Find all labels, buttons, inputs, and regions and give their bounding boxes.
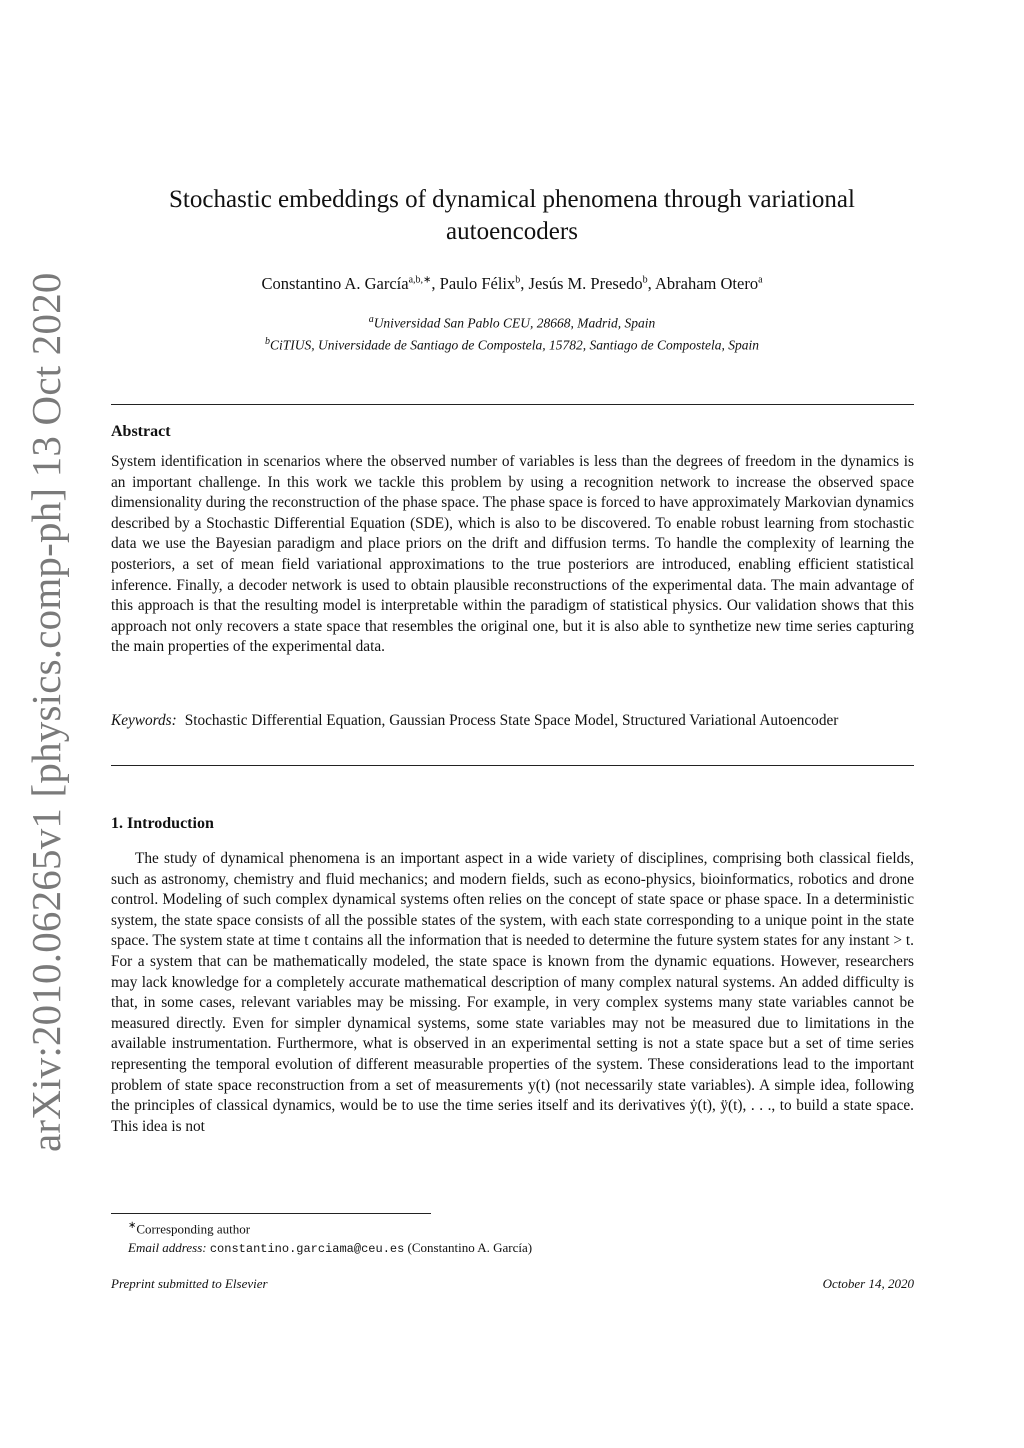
author-name[interactable]: Abraham Otero	[655, 274, 759, 293]
affiliation-a	[110, 311, 914, 333]
author-affiliation-mark: a	[758, 274, 763, 286]
affiliation-list	[110, 311, 914, 354]
footnote-mark: ∗	[128, 1220, 137, 1231]
keywords-text: Stochastic Differential Equation, Gaussian Process State Space Model, Structured Variational Autoencoder	[184, 712, 839, 729]
corresponding-author-label: Corresponding author	[136, 1221, 251, 1237]
affiliation-mark: a	[368, 314, 374, 325]
abstract-top-rule	[111, 404, 914, 405]
abstract-body: System identification in scenarios where the observed number of variables is less than the degrees of freedom in the dynamics is an important challenge. In this work we tackle this problem by using a recognition network to increase the observed space dimensionality during the reconstruction of the phase space. The phase space is forced to have approximately Markovian dynamics described by a Stochastic Differential Equation (SDE), which is also to be discovered. To enable robust learning from stochastic data we use the Bayesian paradigm and place priors on the drift and diffusion terms. To handle the complexity of learning the posteriors, a set of mean field variational approximations to the true posteriors are introduced, enabling efficient statistical inference. Finally, a decoder network is used to obtain plausible reconstructions of the experimental data. The main advantage of this approach is that the resulting model is interpretable within the paradigm of statistical physics. Our validation shows that this approach not only recovers a state space that resembles the original one, but it is also able to synthetize new time series capturing the main properties of the experimental data.	[111, 453, 914, 656]
corresponding-author-note	[128, 1216, 532, 1238]
abstract-bottom-rule	[111, 765, 914, 766]
author-separator: ,	[520, 274, 529, 293]
abstract-heading: Abstract	[111, 423, 171, 440]
author-name[interactable]: Paulo Félix	[439, 274, 516, 293]
email-owner: (Constantino A. García)	[407, 1240, 533, 1256]
introduction-heading: 1. Introduction	[111, 815, 214, 832]
footnote-rule	[111, 1213, 431, 1214]
author-name[interactable]: Jesús M. Presedo	[528, 274, 643, 293]
paper-title: Stochastic embeddings of dynamical phenomena through variational autoencoders	[169, 186, 855, 245]
affiliation-text: CiTIUS, Universidade de Santiago de Compostela, 15782, Santiago de Compostela, Spain	[270, 337, 759, 352]
affiliation-text: Universidad San Pablo CEU, 28668, Madrid, Spain	[373, 315, 656, 331]
author-affiliation-mark: b	[515, 274, 521, 286]
author-affiliation-mark: b	[642, 274, 648, 286]
email-link[interactable]: constantino.garciama@ceu.es	[209, 1242, 405, 1257]
author-affiliation-mark: a,b,∗	[408, 274, 432, 286]
keywords-label: Keywords:	[111, 712, 177, 729]
keywords	[111, 711, 914, 732]
preprint-date: October 14, 2020	[822, 1276, 914, 1291]
email-label: Email address:	[128, 1240, 207, 1256]
affiliation-b	[110, 333, 914, 355]
affiliation-mark: b	[265, 335, 270, 347]
preprint-note: Preprint submitted to Elsevier	[111, 1276, 268, 1291]
footnote	[128, 1216, 532, 1259]
author-list	[110, 274, 914, 294]
author-name[interactable]: Constantino A. García	[261, 274, 409, 293]
introduction-body: The study of dynamical phenomena is an important aspect in a wide variety of disciplines, comprising both classical fields, such as astronomy, chemistry and fluid mechanics; and modern fields, such as econo-physics, bioinformatics, robotics and drone control. Modeling of such complex dynamical systems often relies on the concept of state space or phase space. In a deterministic system, the state space consists of all the possible states of the system, with each state corresponding to a unique point in the state space. The system state at time t contains all the information that is needed to determine the future system states for any instant > t. For a system that can be mathematically modeled, the state space is known from the dynamic equations. However, researchers may lack knowledge for a completely accurate mathematical description of many complex natural systems. An added difficulty is that, in some cases, relevant variables may be missing. For example, in very complex systems many state variables cannot be measured directly. Even for simpler dynamical systems, some state variables may not be measured due to limitations in the available instrumentation. Furthermore, what is observed in an experimental setting is not a state space but a set of time series representing the temporal evolution of different measurable properties of the system. These considerations lead to the important problem of state space reconstruction from a set of measurements y(t) (not necessarily state variables). A simple idea, following the principles of classical dynamics, would be to use the time series itself and its derivatives ẏ(t), ÿ(t), . . ., to build a state space. This idea is not	[111, 850, 914, 1135]
author-separator: ,	[647, 274, 655, 293]
author-separator: ,	[431, 274, 440, 293]
arxiv-identifier-stamp: arXiv:2010.06265v1 [physics.comp-ph] 13 Oct 2020	[23, 272, 69, 1152]
email-line	[128, 1238, 532, 1259]
